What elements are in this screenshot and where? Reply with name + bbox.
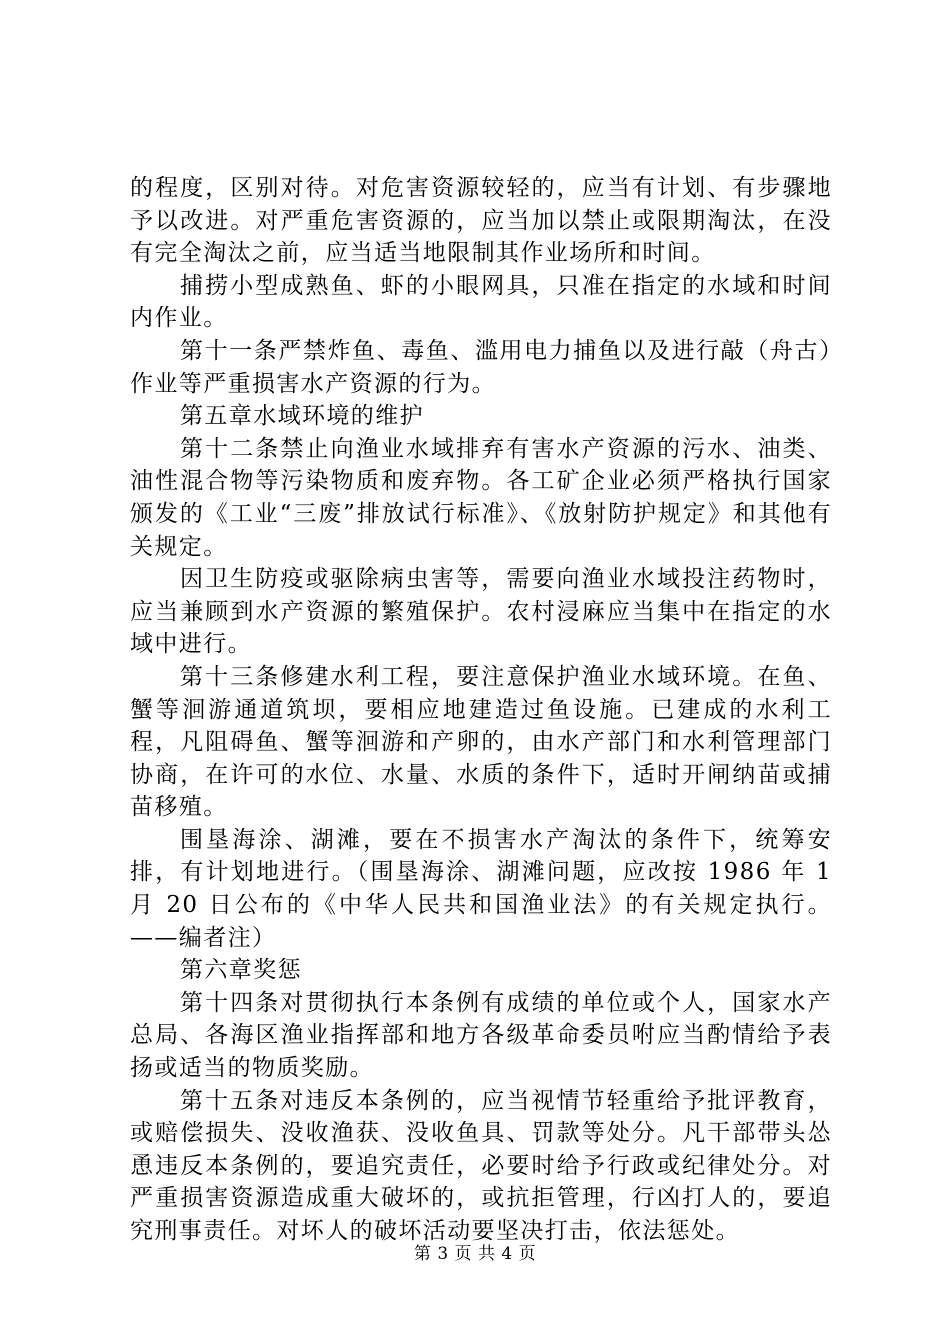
chapter-6-heading: 第六章奖惩 <box>180 957 302 984</box>
paragraph-article-13: 第十三条修建水利工程，要注意保护渔业水域环境。在鱼、蟹等洄游通道筑坝，要相应地建造过鱼设施。已建成的水利工程，凡阻碍鱼、蟹等洄游和产卵的，由水产部门和水利管理部门协商，在许可的水位、水量、水质的条件下，适时开闸纳苗或捕苗移殖。 <box>130 663 832 821</box>
chapter-5-heading: 第五章水域环境的维护 <box>180 403 424 430</box>
paragraph-article-11: 第十一条严禁炸鱼、毒鱼、滥用电力捕鱼以及进行敲（舟古）作业等严重损害水产资源的行为。 <box>130 337 832 397</box>
paragraph-continuation: 的程度，区别对待。对危害资源较轻的，应当有计划、有步骤地予以改进。对严重危害资源的，应当加以禁止或限期淘汰，在没有完全淘汰之前，应当适当地限制其作业场所和时间。 <box>130 175 832 267</box>
document-body <box>130 172 832 1248</box>
paragraph-article-14: 第十四条对贯彻执行本条例有成绩的单位或个人，国家水产总局、各海区渔业指挥部和地方各级革命委员咐应当酌情给予表扬或适当的物质奖励。 <box>130 989 832 1082</box>
page-number-footer: 第 3 页 共 4 页 <box>413 1244 537 1264</box>
paragraph-small-mesh-nets: 捕捞小型成熟鱼、虾的小眼网具，只准在指定的水域和时间内作业。 <box>130 272 832 332</box>
paragraph-article-12: 第十二条禁止向渔业水域排弃有害水产资源的污水、油类、油性混合物等污染物质和废弃物。各工矿企业必须严格执行国家颁发的《工业“三废”排放试行标准》、《放射防护规定》和其他有关规定。 <box>130 435 832 560</box>
paragraph-reclamation: 围垦海涂、湖滩，要在不损害水产淘汰的条件下，统筹安排，有计划地进行。（围垦海涂、湖滩问题，应改按 1986 年 1 月 20 日公布的《中华人民共和国渔业法》的有关规定执行。——编者注） <box>130 826 832 951</box>
paragraph-article-15: 第十五条对违反本条例的，应当视情节轻重给予批评教育，或赔偿损失、没收渔获、没收鱼具、罚款等处分。凡干部带头怂恿违反本条例的，要追究责任，必要时给予行政或纪律处分。对严重损害资源造成重大破坏的，或抗拒管理，行凶打人的，要追究刑事责任。对坏人的破坏活动要坚决打击，依法惩处。 <box>130 1087 832 1244</box>
paragraph-pest-control: 因卫生防疫或驱除病虫害等，需要向渔业水域投注药物时，应当兼顾到水产资源的繁殖保护。农村浸麻应当集中在指定的水域中进行。 <box>130 566 832 658</box>
